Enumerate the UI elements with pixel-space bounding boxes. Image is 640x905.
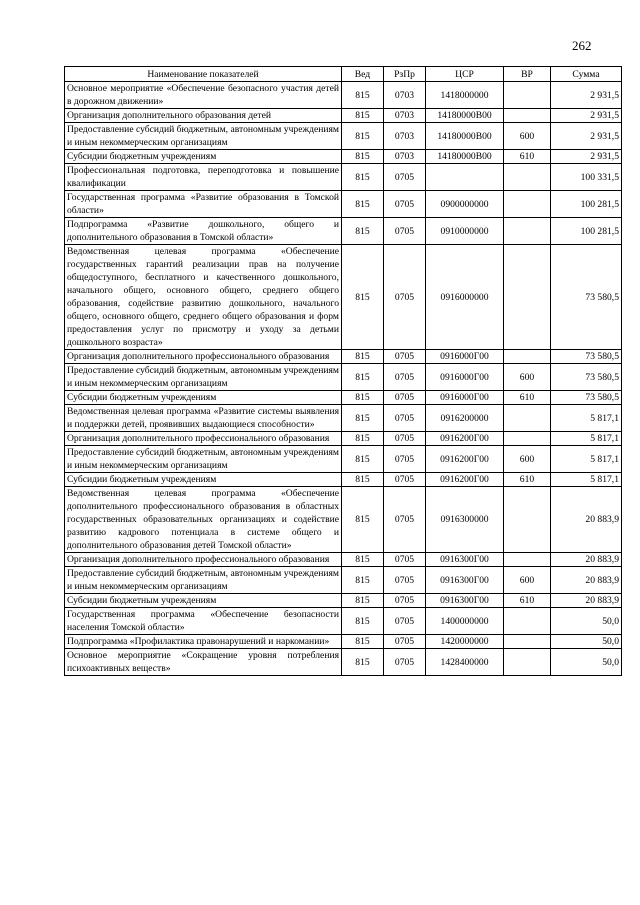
row-rzpr-cell: 0705 [384,364,426,391]
row-rzpr-cell: 0705 [384,608,426,635]
row-name-cell: Организация дополнительного профессионального образования [65,350,342,364]
table-row [65,364,622,391]
row-ved-cell: 815 [342,635,384,649]
row-csr-cell: 0916300Г00 [426,567,504,594]
row-csr-cell: 14180000В00 [426,123,504,150]
row-name-cell: Предоставление субсидий бюджетным, автономным учреждениям и иным некоммерческим организациям [65,446,342,473]
row-csr-cell: 1400000000 [426,608,504,635]
row-csr-cell: 0916200000 [426,405,504,432]
row-vr-cell [504,82,551,109]
row-csr-cell: 0916200Г00 [426,432,504,446]
row-sum-cell: 20 883,9 [551,553,622,567]
row-rzpr-cell: 0705 [384,432,426,446]
row-sum-cell: 73 580,5 [551,350,622,364]
table-row [65,635,622,649]
row-vr-cell: 600 [504,123,551,150]
table-row [65,109,622,123]
row-rzpr-cell: 0705 [384,446,426,473]
row-ved-cell: 815 [342,82,384,109]
row-ved-cell: 815 [342,405,384,432]
row-ved-cell: 815 [342,567,384,594]
table-row [65,164,622,191]
row-name-cell: Организация дополнительного профессионального образования [65,553,342,567]
row-sum-cell: 100 281,5 [551,191,622,218]
row-csr-cell: 1420000000 [426,635,504,649]
row-sum-cell: 5 817,1 [551,405,622,432]
row-csr-cell [426,164,504,191]
row-rzpr-cell: 0705 [384,635,426,649]
row-vr-cell: 600 [504,567,551,594]
row-name-cell: Подпрограмма «Профилактика правонарушений и наркомании» [65,635,342,649]
row-sum-cell: 73 580,5 [551,245,622,350]
row-rzpr-cell: 0705 [384,473,426,487]
table-row [65,608,622,635]
row-ved-cell: 815 [342,391,384,405]
row-rzpr-cell: 0705 [384,405,426,432]
table-row [65,446,622,473]
table-header-row [65,67,622,82]
row-sum-cell: 50,0 [551,649,622,676]
header-sum: Сумма [551,67,622,82]
row-vr-cell [504,191,551,218]
row-rzpr-cell: 0703 [384,123,426,150]
row-ved-cell: 815 [342,594,384,608]
row-csr-cell: 0916000Г00 [426,364,504,391]
table-row [65,473,622,487]
row-sum-cell: 20 883,9 [551,594,622,608]
table-body [65,82,622,676]
table-row [65,594,622,608]
row-rzpr-cell: 0705 [384,594,426,608]
row-vr-cell: 600 [504,446,551,473]
row-vr-cell: 610 [504,150,551,164]
row-csr-cell: 0916000Г00 [426,350,504,364]
row-ved-cell: 815 [342,446,384,473]
row-csr-cell: 0916200Г00 [426,446,504,473]
row-ved-cell: 815 [342,350,384,364]
row-name-cell: Предоставление субсидий бюджетным, автономным учреждениям и иным некоммерческим организациям [65,364,342,391]
row-ved-cell: 815 [342,218,384,245]
row-ved-cell: 815 [342,608,384,635]
row-sum-cell: 20 883,9 [551,487,622,553]
table-row [65,405,622,432]
row-rzpr-cell: 0705 [384,553,426,567]
row-vr-cell [504,649,551,676]
row-sum-cell: 5 817,1 [551,432,622,446]
table-row [65,391,622,405]
row-rzpr-cell: 0703 [384,109,426,123]
row-sum-cell: 2 931,5 [551,82,622,109]
row-csr-cell: 0916300Г00 [426,553,504,567]
row-vr-cell [504,608,551,635]
header-csr: ЦСР [426,67,504,82]
row-ved-cell: 815 [342,553,384,567]
row-csr-cell: 1428400000 [426,649,504,676]
row-rzpr-cell: 0705 [384,164,426,191]
row-name-cell: Ведомственная целевая программа «Обеспечение государственных гарантий реализации прав на получение общедоступного, бесплатного и качественного дошкольного, начального общего, основного общего, среднего общего образования, содействие развитию дошкольного, начального общего, основного общего, среднего общего образования и форм предоставления услуг по присмотру и уходу за детьми дошкольного возраста» [65,245,342,350]
budget-table [64,66,622,676]
header-vr: ВР [504,67,551,82]
row-rzpr-cell: 0705 [384,218,426,245]
table-row [65,123,622,150]
row-vr-cell [504,350,551,364]
row-sum-cell: 50,0 [551,608,622,635]
row-ved-cell: 815 [342,364,384,391]
table-row [65,82,622,109]
row-vr-cell [504,553,551,567]
table-row [65,567,622,594]
row-vr-cell: 600 [504,364,551,391]
row-ved-cell: 815 [342,150,384,164]
row-sum-cell: 5 817,1 [551,446,622,473]
row-vr-cell [504,635,551,649]
row-sum-cell: 50,0 [551,635,622,649]
row-vr-cell [504,218,551,245]
row-ved-cell: 815 [342,109,384,123]
row-rzpr-cell: 0705 [384,649,426,676]
row-name-cell: Субсидии бюджетным учреждениям [65,473,342,487]
row-ved-cell: 815 [342,245,384,350]
row-name-cell: Организация дополнительного профессионального образования [65,432,342,446]
row-csr-cell: 1418000000 [426,82,504,109]
row-vr-cell [504,432,551,446]
row-ved-cell: 815 [342,487,384,553]
row-csr-cell: 0900000000 [426,191,504,218]
row-csr-cell: 0916300000 [426,487,504,553]
table-row [65,649,622,676]
table-row [65,487,622,553]
row-sum-cell: 2 931,5 [551,123,622,150]
row-name-cell: Субсидии бюджетным учреждениям [65,150,342,164]
row-rzpr-cell: 0705 [384,487,426,553]
row-ved-cell: 815 [342,164,384,191]
row-vr-cell [504,487,551,553]
row-csr-cell: 0916200Г00 [426,473,504,487]
row-csr-cell: 0910000000 [426,218,504,245]
row-sum-cell: 73 580,5 [551,364,622,391]
row-csr-cell: 14180000В00 [426,150,504,164]
table-row [65,553,622,567]
row-sum-cell: 100 281,5 [551,218,622,245]
row-name-cell: Профессиональная подготовка, переподготовка и повышение квалификации [65,164,342,191]
row-name-cell: Предоставление субсидий бюджетным, автономным учреждениям и иным некоммерческим организациям [65,123,342,150]
row-name-cell: Ведомственная целевая программа «Обеспечение дополнительного профессионального образования в областных государственных образовательных организациях и содействие развитию кадрового потенциала в системе общего и дополнительного образования детей Томской области» [65,487,342,553]
row-csr-cell: 0916000Г00 [426,391,504,405]
row-rzpr-cell: 0705 [384,191,426,218]
table-row [65,150,622,164]
table-row [65,245,622,350]
row-name-cell: Субсидии бюджетным учреждениям [65,391,342,405]
row-csr-cell: 0916000000 [426,245,504,350]
table-row [65,191,622,218]
row-ved-cell: 815 [342,123,384,150]
row-ved-cell: 815 [342,191,384,218]
row-name-cell: Основное мероприятие «Сокращение уровня потребления психоактивных веществ» [65,649,342,676]
row-name-cell: Подпрограмма «Развитие дошкольного, общего и дополнительного образования в Томской области» [65,218,342,245]
header-name: Наименование показателей [65,67,342,82]
row-name-cell: Предоставление субсидий бюджетным, автономным учреждениям и иным некоммерческим организациям [65,567,342,594]
row-rzpr-cell: 0703 [384,150,426,164]
row-name-cell: Основное мероприятие «Обеспечение безопасного участия детей в дорожном движении» [65,82,342,109]
row-vr-cell: 610 [504,391,551,405]
row-name-cell: Субсидии бюджетным учреждениям [65,594,342,608]
row-vr-cell: 610 [504,473,551,487]
row-sum-cell: 2 931,5 [551,150,622,164]
row-ved-cell: 815 [342,473,384,487]
row-vr-cell [504,405,551,432]
header-rzpr: РзПр [384,67,426,82]
row-vr-cell: 610 [504,594,551,608]
row-vr-cell [504,164,551,191]
row-name-cell: Государственная программа «Обеспечение безопасности населения Томской области» [65,608,342,635]
row-name-cell: Государственная программа «Развитие образования в Томской области» [65,191,342,218]
row-name-cell: Ведомственная целевая программа «Развитие системы выявления и поддержки детей, проявивших выдающиеся способности» [65,405,342,432]
row-rzpr-cell: 0705 [384,350,426,364]
table-row [65,350,622,364]
row-rzpr-cell: 0703 [384,82,426,109]
row-sum-cell: 100 331,5 [551,164,622,191]
row-rzpr-cell: 0705 [384,245,426,350]
row-csr-cell: 0916300Г00 [426,594,504,608]
row-vr-cell [504,109,551,123]
row-rzpr-cell: 0705 [384,391,426,405]
row-sum-cell: 73 580,5 [551,391,622,405]
row-sum-cell: 20 883,9 [551,567,622,594]
row-vr-cell [504,245,551,350]
table-row [65,218,622,245]
row-rzpr-cell: 0705 [384,567,426,594]
row-csr-cell: 14180000В00 [426,109,504,123]
row-ved-cell: 815 [342,432,384,446]
row-name-cell: Организация дополнительного образования детей [65,109,342,123]
table-row [65,432,622,446]
row-ved-cell: 815 [342,649,384,676]
row-sum-cell: 5 817,1 [551,473,622,487]
header-ved: Вед [342,67,384,82]
page-number: 262 [572,38,592,53]
row-sum-cell: 2 931,5 [551,109,622,123]
